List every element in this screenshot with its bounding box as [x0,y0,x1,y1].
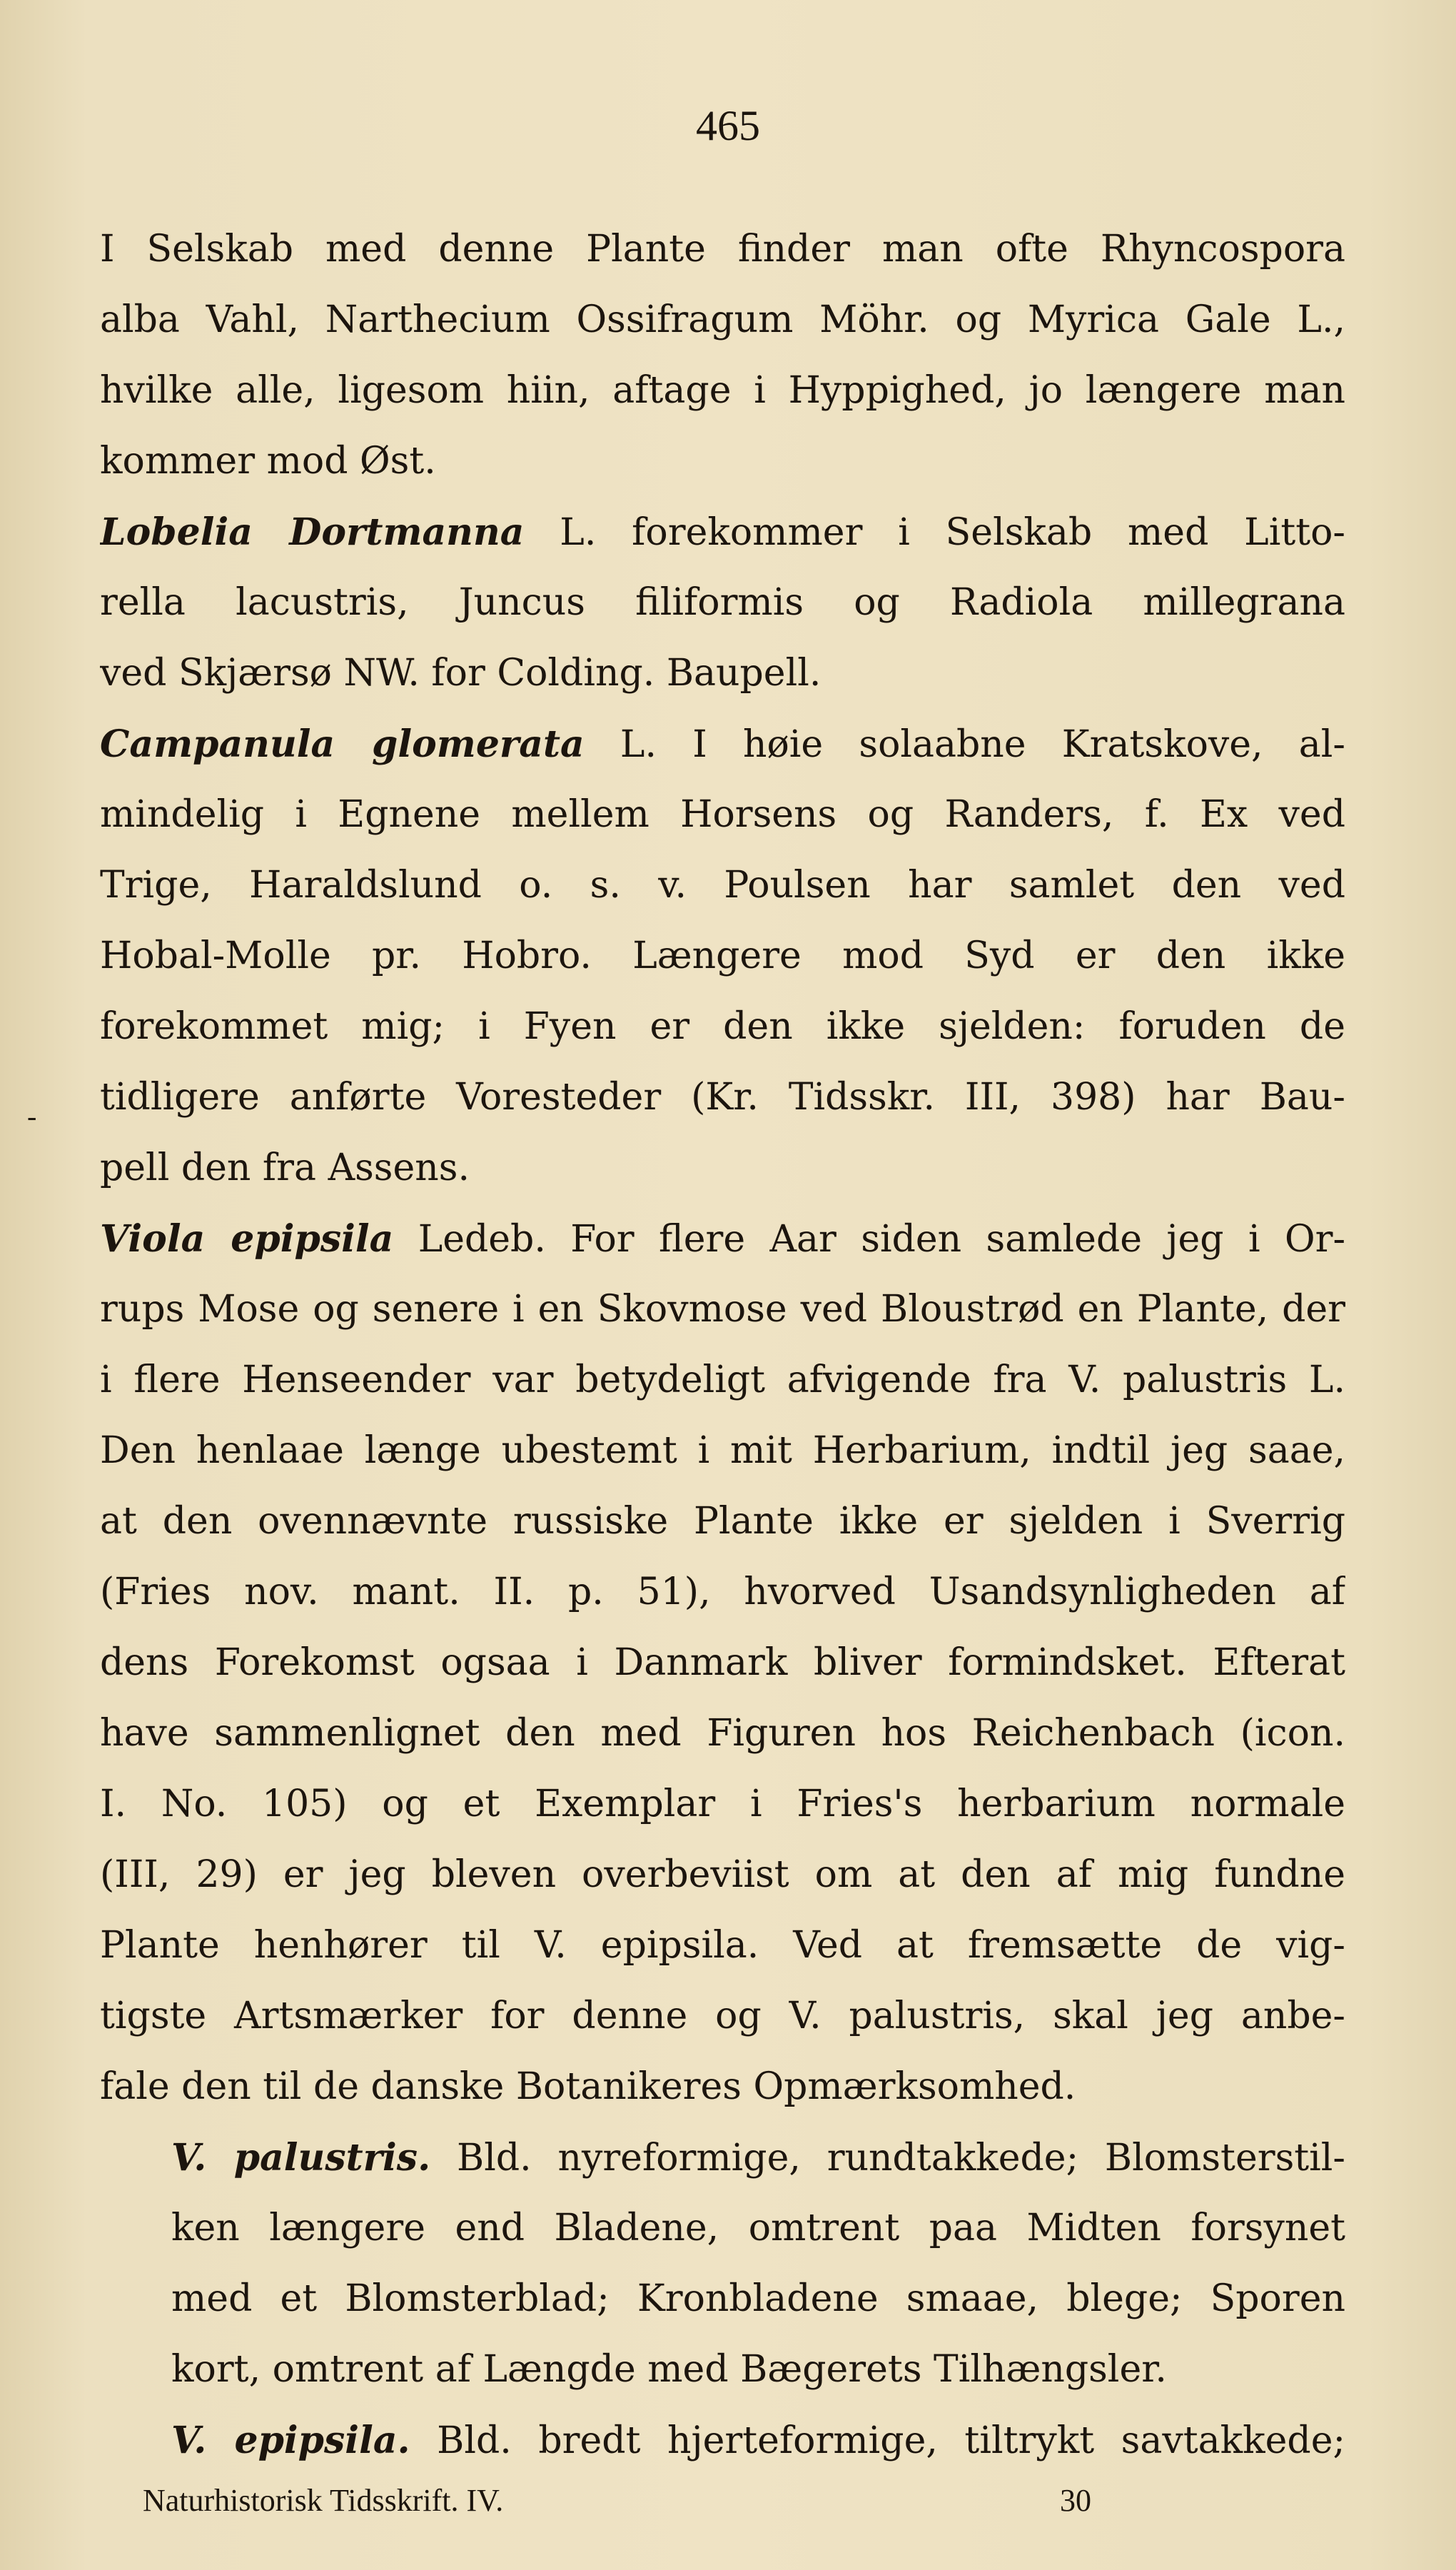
line-text: med et Blomsterblad; Kronbladene smaae, blege; Sporen [171,2277,1345,2320]
line-text: (Fries nov. mant. II. p. 51), hvorved Usandsynligheden af [100,1571,1345,1613]
line-text: dens Forekomst ogsaa i Danmark bliver formindsket. Efterat [100,1641,1345,1684]
text-line [171,2122,1345,2193]
text-line [100,285,1345,356]
text-line [100,780,1345,850]
line-text: tidligere anførte Voresteder (Kr. Tidsskr. III, 398) har Bau- [100,1076,1345,1119]
species-name: Lobelia Dortmanna [100,510,525,554]
margin-mark: - [27,1100,37,1132]
text-line [100,568,1345,638]
text-line [100,850,1345,921]
line-text: mindelig i Egnene mellem Horsens og Randers, f. Ex ved [100,793,1345,836]
species-name: Viola epipsila [100,1217,394,1261]
text-line [100,1840,1345,1910]
line-text: forekommet mig; i Fyen er den ikke sjelden: foruden de [100,1005,1345,1048]
line-text: L. I høie solaabne Kratskove, al- [584,723,1345,766]
text-line [100,1698,1345,1769]
line-text: I. No. 105) og et Exemplar i Fries's herbarium normale [100,1783,1345,1825]
text-line [100,214,1345,285]
line-text: alba Vahl, Narthecium Ossifragum Möhr. og Myrica Gale L., [100,298,1345,341]
text-line [100,921,1345,992]
text-line [100,1204,1345,1274]
text-line [100,1274,1345,1345]
text-line [171,2334,1345,2405]
text-line [171,2193,1345,2264]
text-line [171,2264,1345,2334]
text-line [100,356,1345,426]
text-line [100,1981,1345,2052]
text-line [100,1133,1345,1204]
footer-signature-number: 30 [1060,2483,1091,2518]
line-text: fale den til de danske Botanikeres Opmærksomhed. [100,2065,1076,2108]
text-line [100,638,1345,709]
text-line [100,1910,1345,1981]
line-text: Bld. bredt hjerteformige, tiltrykt savtakkede; [410,2419,1345,2462]
line-text: tigste Artsmærker for denne og V. palustris, skal jeg anbe- [100,1995,1345,2037]
text-line [100,1062,1345,1133]
text-line [100,497,1345,568]
line-text: at den ovennævnte russiske Plante ikke er sjelden i Sverrig [100,1500,1345,1543]
line-text: Bld. nyreformige, rundtakkede; Blomsterstil- [430,2137,1345,2180]
text-line [100,2052,1345,2122]
line-text: Hobal-Molle pr. Hobro. Længere mod Syd er den ikke [100,934,1345,977]
text-line [100,426,1345,497]
line-text: rella lacustris, Juncus filiformis og Radiola millegrana [100,581,1345,624]
line-text: i flere Henseender var betydeligt afvigende fra V. palustris L. [100,1359,1345,1401]
text-line [100,1416,1345,1486]
line-text: I Selskab med denne Plante finder man ofte Rhyncospora [100,228,1345,271]
line-text: kort, omtrent af Længde med Bægerets Tilhængsler. [171,2348,1167,2391]
line-text: rups Mose og senere i en Skovmose ved Bloustrød en Plante, der [100,1288,1345,1331]
text-line [100,1769,1345,1840]
species-name: V. palustris. [171,2136,431,2180]
line-text: ved Skjærsø NW. for Colding. Baupell. [100,652,821,695]
text-line [100,1628,1345,1698]
page-number: 465 [696,102,760,149]
page-footer [100,2476,1345,2526]
species-name: V. epipsila. [171,2419,410,2462]
line-text: Den henlaae længe ubestemt i mit Herbarium, indtil jeg saae, [100,1429,1345,1472]
line-text: hvilke alle, ligesom hiin, aftage i Hyppighed, jo længere man [100,369,1345,412]
text-line [100,1345,1345,1416]
line-text: Trige, Haraldslund o. s. v. Poulsen har samlet den ved [100,864,1345,907]
line-text: (III, 29) er jeg bleven overbeviist om at den af mig fundne [100,1853,1345,1896]
line-text: pell den fra Assens. [100,1147,470,1189]
text-line [171,2405,1345,2476]
footer-journal-title: Naturhistorisk Tidsskrift. IV. [143,2483,504,2518]
line-text: Plante henhører til V. epipsila. Ved at fremsætte de vig- [100,1924,1345,1967]
line-text: have sammenlignet den med Figuren hos Reichenbach (icon. [100,1712,1345,1755]
line-text: kommer mod Øst. [100,440,436,483]
text-line [100,709,1345,780]
species-name: Campanula glomerata [100,722,585,766]
text-line [100,992,1345,1062]
line-text: L. forekommer i Selskab med Litto- [524,511,1345,554]
text-line [100,1557,1345,1628]
text-line [100,1486,1345,1557]
line-text: ken længere end Bladene, omtrent paa Midten forsynet [171,2207,1345,2249]
line-text: Ledeb. For flere Aar siden samlede jeg i Or- [393,1218,1345,1261]
